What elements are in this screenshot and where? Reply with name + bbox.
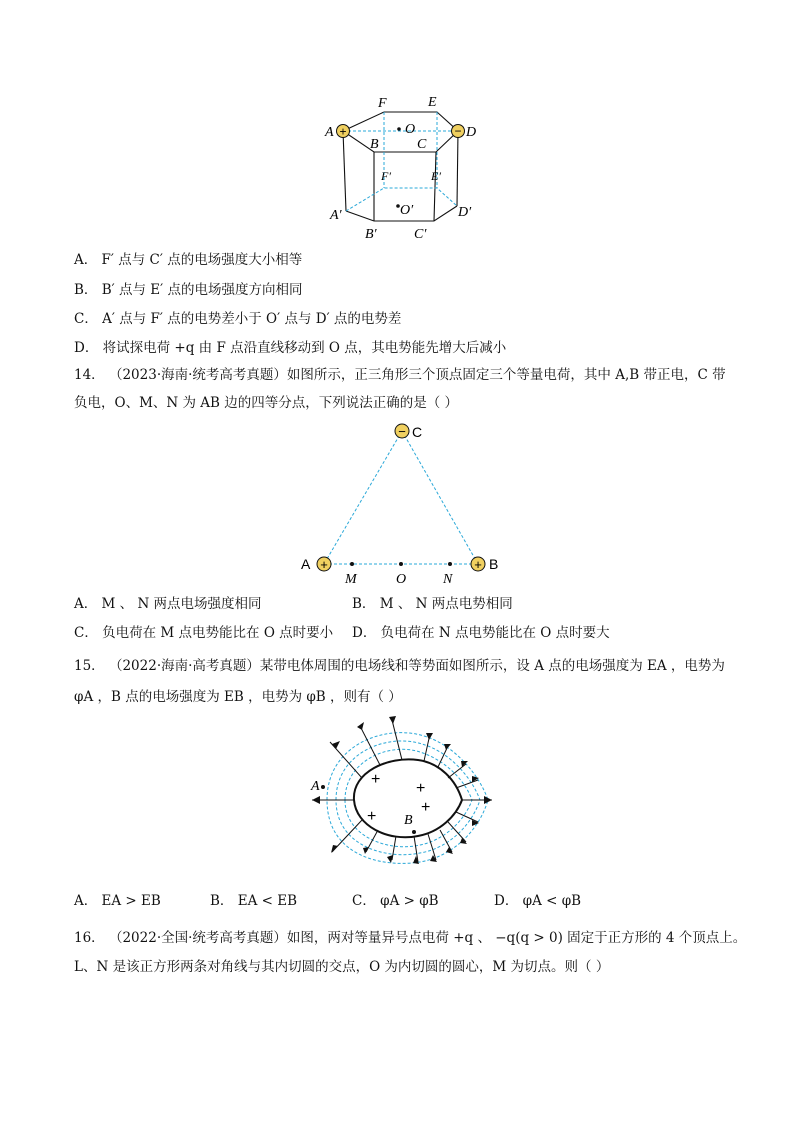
label-A: A <box>311 779 320 794</box>
q15-stem-line-2: φA ，B 点的电场强度为 EB ，电势为 φB ，则有（ ） <box>74 689 402 705</box>
q14-stem-line-1: 14． （2023·海南·统考高考真题）如图所示，正三角形三个顶点固定三个等量电荷，其中 A,B 带正电，C 带 <box>74 367 726 383</box>
q13-option-a: A． F′ 点与 C′ 点的电场强度大小相等 <box>74 252 303 268</box>
q15-option-a: A． EA > EB <box>74 893 161 909</box>
plus-sign: + <box>371 771 381 788</box>
q15-option-c: C． φA > φB <box>352 893 439 909</box>
label-O-prime: O′ <box>400 203 414 218</box>
label-B: B <box>404 813 413 828</box>
plus-sign: + <box>339 124 347 139</box>
plus-sign: + <box>320 557 328 572</box>
label-C: C <box>412 424 423 440</box>
label-B-prime: B′ <box>365 227 377 242</box>
label-E: E <box>428 95 437 110</box>
label-C: C <box>417 137 427 152</box>
q14-option-d: D． 负电荷在 N 点电势能比在 O 点时要大 <box>352 625 610 641</box>
label-B: B <box>489 556 499 572</box>
plus-sign: + <box>474 557 482 572</box>
label-A: A <box>325 125 334 140</box>
label-E-prime: E′ <box>431 169 441 183</box>
point-O-dot <box>399 562 403 566</box>
q16-stem-line-2: L、N 是该正方形两条对角线与其内切圆的交点，O 为内切圆的圆心，M 为切点。则（ ） <box>74 959 610 975</box>
minus-sign: − <box>454 124 462 138</box>
label-D: D <box>466 125 477 140</box>
point-N-dot <box>448 562 452 566</box>
label-B: B <box>370 137 379 152</box>
q15-option-d: D． φA < φB <box>494 893 582 909</box>
plus-sign: + <box>421 799 431 816</box>
q13-option-d: D． 将试探电荷 +q 由 F 点沿直线移动到 O 点，其电势能先增大后减小 <box>74 340 507 356</box>
point-O-dot <box>397 127 401 131</box>
label-D-prime: D′ <box>458 205 472 220</box>
label-C-prime: C′ <box>414 227 427 242</box>
label-F: F <box>378 96 387 111</box>
q15-stem-line-1: 15． （2022·海南·高考真题）某带电体周围的电场线和等势面如图所示，设 A 点的电场强度为 EA ，电势为 <box>74 658 725 674</box>
q13-option-c: C． A′ 点与 F′ 点的电势差小于 O′ 点与 D′ 点的电势差 <box>74 311 402 327</box>
label-N: N <box>443 572 453 587</box>
q13-option-b: B． B′ 点与 E′ 点的电场强度方向相同 <box>74 282 303 298</box>
q16-stem-line-1: 16． （2022·全国·统考高考真题）如图，两对等量异号点电荷 +q 、 −q(q > 0) 固定于正方形的 4 个顶点上。 <box>74 930 747 946</box>
label-M: M <box>345 572 357 587</box>
point-B-dot <box>412 830 416 834</box>
q14-option-a: A． M 、 N 两点电场强度相同 <box>74 596 262 612</box>
q15-option-b: B． EA < EB <box>210 893 297 909</box>
q14-option-b: B． M 、 N 两点电势相同 <box>352 596 513 612</box>
field-lines-figure <box>300 712 500 872</box>
label-O: O <box>396 572 407 587</box>
label-F-prime: F′ <box>381 169 391 183</box>
hexagonal-prism-figure <box>320 92 490 242</box>
q14-stem-line-2: 负电，O、M、N 为 AB 边的四等分点，下列说法正确的是（ ） <box>74 395 459 411</box>
point-M-dot <box>350 562 354 566</box>
plus-sign: + <box>416 780 426 797</box>
label-A: A <box>301 556 311 572</box>
label-O: O <box>405 122 416 137</box>
triangle-charges-figure <box>290 415 510 590</box>
label-A-prime: A′ <box>330 208 342 223</box>
point-A-dot <box>321 785 325 789</box>
q14-option-c: C． 负电荷在 M 点电势能比在 O 点时要小 <box>74 625 334 641</box>
plus-sign: + <box>367 808 377 825</box>
minus-sign: − <box>398 424 406 439</box>
